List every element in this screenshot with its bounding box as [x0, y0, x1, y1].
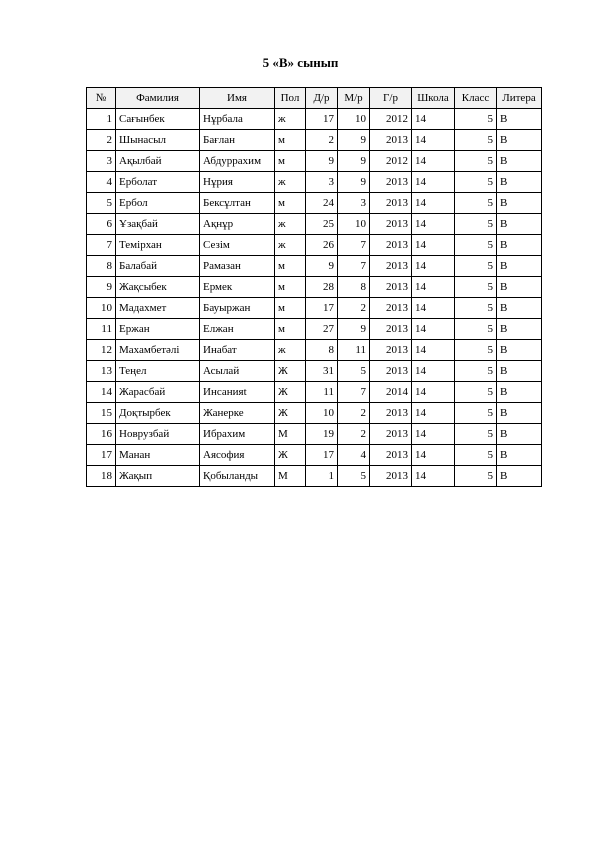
cell-name: Бауыржан: [200, 298, 275, 319]
cell-class: 5: [455, 403, 497, 424]
cell-class: 5: [455, 277, 497, 298]
student-roster-table: [86, 87, 542, 487]
cell-sex: м: [275, 130, 306, 151]
cell-birth-year: 2013: [370, 193, 412, 214]
cell-sex: м: [275, 277, 306, 298]
cell-sex: ж: [275, 340, 306, 361]
cell-number: 13: [87, 361, 116, 382]
cell-litera: В: [497, 424, 542, 445]
cell-name: Ақнұр: [200, 214, 275, 235]
cell-birth-month: 7: [338, 235, 370, 256]
cell-litera: В: [497, 319, 542, 340]
cell-birth-year: 2013: [370, 235, 412, 256]
cell-school: 14: [412, 424, 455, 445]
cell-birth-day: 17: [306, 298, 338, 319]
cell-sex: ж: [275, 172, 306, 193]
cell-number: 9: [87, 277, 116, 298]
cell-name: Рамазан: [200, 256, 275, 277]
cell-surname: Балабай: [116, 256, 200, 277]
cell-number: 1: [87, 109, 116, 130]
cell-birth-year: 2014: [370, 382, 412, 403]
cell-name: Қобыланды: [200, 466, 275, 487]
cell-birth-month: 2: [338, 298, 370, 319]
cell-school: 14: [412, 340, 455, 361]
cell-name: Нұрия: [200, 172, 275, 193]
table-row: [87, 340, 542, 361]
cell-sex: Ж: [275, 382, 306, 403]
table-row: [87, 130, 542, 151]
cell-name: Бексұлтан: [200, 193, 275, 214]
cell-surname: Жарасбай: [116, 382, 200, 403]
header-sex: Пол: [275, 88, 306, 109]
cell-birth-year: 2013: [370, 403, 412, 424]
cell-name: Абдуррахим: [200, 151, 275, 172]
header-birth-day: Д/р: [306, 88, 338, 109]
cell-sex: Ж: [275, 361, 306, 382]
cell-name: Ермек: [200, 277, 275, 298]
cell-name: Инсанияt: [200, 382, 275, 403]
cell-school: 14: [412, 130, 455, 151]
cell-birth-month: 11: [338, 340, 370, 361]
cell-surname: Ақылбай: [116, 151, 200, 172]
cell-school: 14: [412, 361, 455, 382]
cell-birth-day: 10: [306, 403, 338, 424]
table-body: [87, 109, 542, 487]
cell-number: 12: [87, 340, 116, 361]
cell-class: 5: [455, 298, 497, 319]
cell-birth-day: 17: [306, 445, 338, 466]
cell-birth-year: 2013: [370, 466, 412, 487]
cell-birth-year: 2013: [370, 445, 412, 466]
cell-litera: В: [497, 130, 542, 151]
cell-birth-month: 8: [338, 277, 370, 298]
cell-school: 14: [412, 151, 455, 172]
cell-class: 5: [455, 151, 497, 172]
cell-litera: В: [497, 340, 542, 361]
cell-name: Сезім: [200, 235, 275, 256]
cell-number: 17: [87, 445, 116, 466]
table-header-row: [87, 88, 542, 109]
cell-birth-day: 31: [306, 361, 338, 382]
table-row: [87, 382, 542, 403]
header-class: Класс: [455, 88, 497, 109]
cell-class: 5: [455, 340, 497, 361]
cell-school: 14: [412, 193, 455, 214]
cell-number: 16: [87, 424, 116, 445]
cell-surname: Ербол: [116, 193, 200, 214]
cell-name: Асылай: [200, 361, 275, 382]
cell-school: 14: [412, 466, 455, 487]
cell-sex: м: [275, 319, 306, 340]
cell-surname: Махамбетәлі: [116, 340, 200, 361]
cell-sex: Ж: [275, 403, 306, 424]
cell-number: 3: [87, 151, 116, 172]
cell-number: 4: [87, 172, 116, 193]
cell-litera: В: [497, 403, 542, 424]
table-row: [87, 319, 542, 340]
cell-birth-year: 2013: [370, 340, 412, 361]
cell-birth-month: 5: [338, 466, 370, 487]
header-birth-year: Г/р: [370, 88, 412, 109]
cell-class: 5: [455, 466, 497, 487]
cell-litera: В: [497, 172, 542, 193]
cell-sex: м: [275, 151, 306, 172]
table-row: [87, 403, 542, 424]
cell-class: 5: [455, 193, 497, 214]
cell-school: 14: [412, 382, 455, 403]
cell-school: 14: [412, 319, 455, 340]
cell-surname: Манан: [116, 445, 200, 466]
cell-litera: В: [497, 235, 542, 256]
cell-litera: В: [497, 214, 542, 235]
cell-birth-year: 2013: [370, 424, 412, 445]
cell-birth-year: 2013: [370, 130, 412, 151]
cell-birth-month: 9: [338, 151, 370, 172]
cell-litera: В: [497, 382, 542, 403]
table-row: [87, 151, 542, 172]
table-row: [87, 361, 542, 382]
cell-litera: В: [497, 256, 542, 277]
cell-birth-year: 2013: [370, 361, 412, 382]
table-row: [87, 424, 542, 445]
cell-sex: м: [275, 298, 306, 319]
cell-surname: Ұзақбай: [116, 214, 200, 235]
cell-name: Нұрбала: [200, 109, 275, 130]
cell-birth-month: 10: [338, 214, 370, 235]
cell-class: 5: [455, 319, 497, 340]
document-title: 5 «В» сынып: [262, 55, 339, 70]
table-row: [87, 466, 542, 487]
cell-birth-month: 9: [338, 172, 370, 193]
cell-class: 5: [455, 361, 497, 382]
cell-school: 14: [412, 235, 455, 256]
cell-birth-day: 17: [306, 109, 338, 130]
table-row: [87, 214, 542, 235]
cell-birth-month: 7: [338, 382, 370, 403]
cell-litera: В: [497, 466, 542, 487]
cell-birth-day: 1: [306, 466, 338, 487]
cell-litera: В: [497, 193, 542, 214]
cell-class: 5: [455, 256, 497, 277]
header-birth-month: М/р: [338, 88, 370, 109]
cell-birth-day: 24: [306, 193, 338, 214]
cell-surname: Шынасыл: [116, 130, 200, 151]
cell-birth-day: 2: [306, 130, 338, 151]
cell-surname: Ержан: [116, 319, 200, 340]
cell-name: Жанерке: [200, 403, 275, 424]
cell-sex: м: [275, 256, 306, 277]
cell-birth-day: 8: [306, 340, 338, 361]
table-row: [87, 277, 542, 298]
cell-birth-day: 3: [306, 172, 338, 193]
cell-litera: В: [497, 361, 542, 382]
cell-surname: Мадахмет: [116, 298, 200, 319]
cell-birth-year: 2012: [370, 151, 412, 172]
cell-birth-month: 9: [338, 319, 370, 340]
cell-class: 5: [455, 172, 497, 193]
cell-school: 14: [412, 445, 455, 466]
cell-birth-month: 10: [338, 109, 370, 130]
cell-surname: Новрузбай: [116, 424, 200, 445]
cell-sex: м: [275, 193, 306, 214]
header-number: №: [87, 88, 116, 109]
cell-name: Ибрахим: [200, 424, 275, 445]
cell-surname: Сағынбек: [116, 109, 200, 130]
cell-birth-month: 2: [338, 424, 370, 445]
header-litera: Литера: [497, 88, 542, 109]
cell-birth-month: 4: [338, 445, 370, 466]
cell-litera: В: [497, 109, 542, 130]
cell-birth-year: 2013: [370, 298, 412, 319]
cell-number: 5: [87, 193, 116, 214]
cell-birth-month: 2: [338, 403, 370, 424]
cell-birth-year: 2013: [370, 319, 412, 340]
cell-school: 14: [412, 277, 455, 298]
cell-number: 14: [87, 382, 116, 403]
cell-number: 10: [87, 298, 116, 319]
cell-litera: В: [497, 298, 542, 319]
cell-birth-month: 3: [338, 193, 370, 214]
cell-school: 14: [412, 109, 455, 130]
cell-birth-day: 26: [306, 235, 338, 256]
cell-birth-day: 27: [306, 319, 338, 340]
cell-birth-day: 9: [306, 256, 338, 277]
cell-class: 5: [455, 130, 497, 151]
cell-surname: Ерболат: [116, 172, 200, 193]
cell-surname: Жақып: [116, 466, 200, 487]
cell-number: 15: [87, 403, 116, 424]
cell-surname: Доқтырбек: [116, 403, 200, 424]
cell-sex: Ж: [275, 445, 306, 466]
cell-birth-month: 5: [338, 361, 370, 382]
cell-surname: Темірхан: [116, 235, 200, 256]
cell-birth-year: 2013: [370, 172, 412, 193]
cell-school: 14: [412, 256, 455, 277]
cell-birth-day: 19: [306, 424, 338, 445]
cell-class: 5: [455, 109, 497, 130]
cell-school: 14: [412, 298, 455, 319]
cell-number: 2: [87, 130, 116, 151]
cell-school: 14: [412, 214, 455, 235]
cell-sex: ж: [275, 109, 306, 130]
cell-birth-day: 11: [306, 382, 338, 403]
table-row: [87, 109, 542, 130]
cell-class: 5: [455, 445, 497, 466]
cell-name: Бағлан: [200, 130, 275, 151]
cell-sex: М: [275, 466, 306, 487]
cell-sex: ж: [275, 214, 306, 235]
cell-school: 14: [412, 403, 455, 424]
cell-sex: М: [275, 424, 306, 445]
cell-birth-year: 2012: [370, 109, 412, 130]
cell-birth-year: 2013: [370, 277, 412, 298]
cell-birth-day: 9: [306, 151, 338, 172]
cell-name: Аясофия: [200, 445, 275, 466]
table-row: [87, 445, 542, 466]
cell-class: 5: [455, 214, 497, 235]
cell-surname: Жақсыбек: [116, 277, 200, 298]
cell-birth-month: 7: [338, 256, 370, 277]
table-row: [87, 256, 542, 277]
cell-number: 11: [87, 319, 116, 340]
cell-litera: В: [497, 151, 542, 172]
cell-class: 5: [455, 424, 497, 445]
header-surname: Фамилия: [116, 88, 200, 109]
cell-litera: В: [497, 277, 542, 298]
table-row: [87, 235, 542, 256]
header-school: Школа: [412, 88, 455, 109]
cell-birth-day: 28: [306, 277, 338, 298]
table-row: [87, 172, 542, 193]
cell-surname: Теңел: [116, 361, 200, 382]
header-name: Имя: [200, 88, 275, 109]
cell-name: Елжан: [200, 319, 275, 340]
cell-litera: В: [497, 445, 542, 466]
cell-birth-day: 25: [306, 214, 338, 235]
cell-class: 5: [455, 382, 497, 403]
cell-birth-month: 9: [338, 130, 370, 151]
cell-number: 6: [87, 214, 116, 235]
cell-class: 5: [455, 235, 497, 256]
cell-birth-year: 2013: [370, 256, 412, 277]
table-row: [87, 298, 542, 319]
cell-name: Инабат: [200, 340, 275, 361]
cell-number: 8: [87, 256, 116, 277]
cell-sex: ж: [275, 235, 306, 256]
cell-birth-year: 2013: [370, 214, 412, 235]
cell-number: 18: [87, 466, 116, 487]
table-row: [87, 193, 542, 214]
cell-number: 7: [87, 235, 116, 256]
cell-school: 14: [412, 172, 455, 193]
